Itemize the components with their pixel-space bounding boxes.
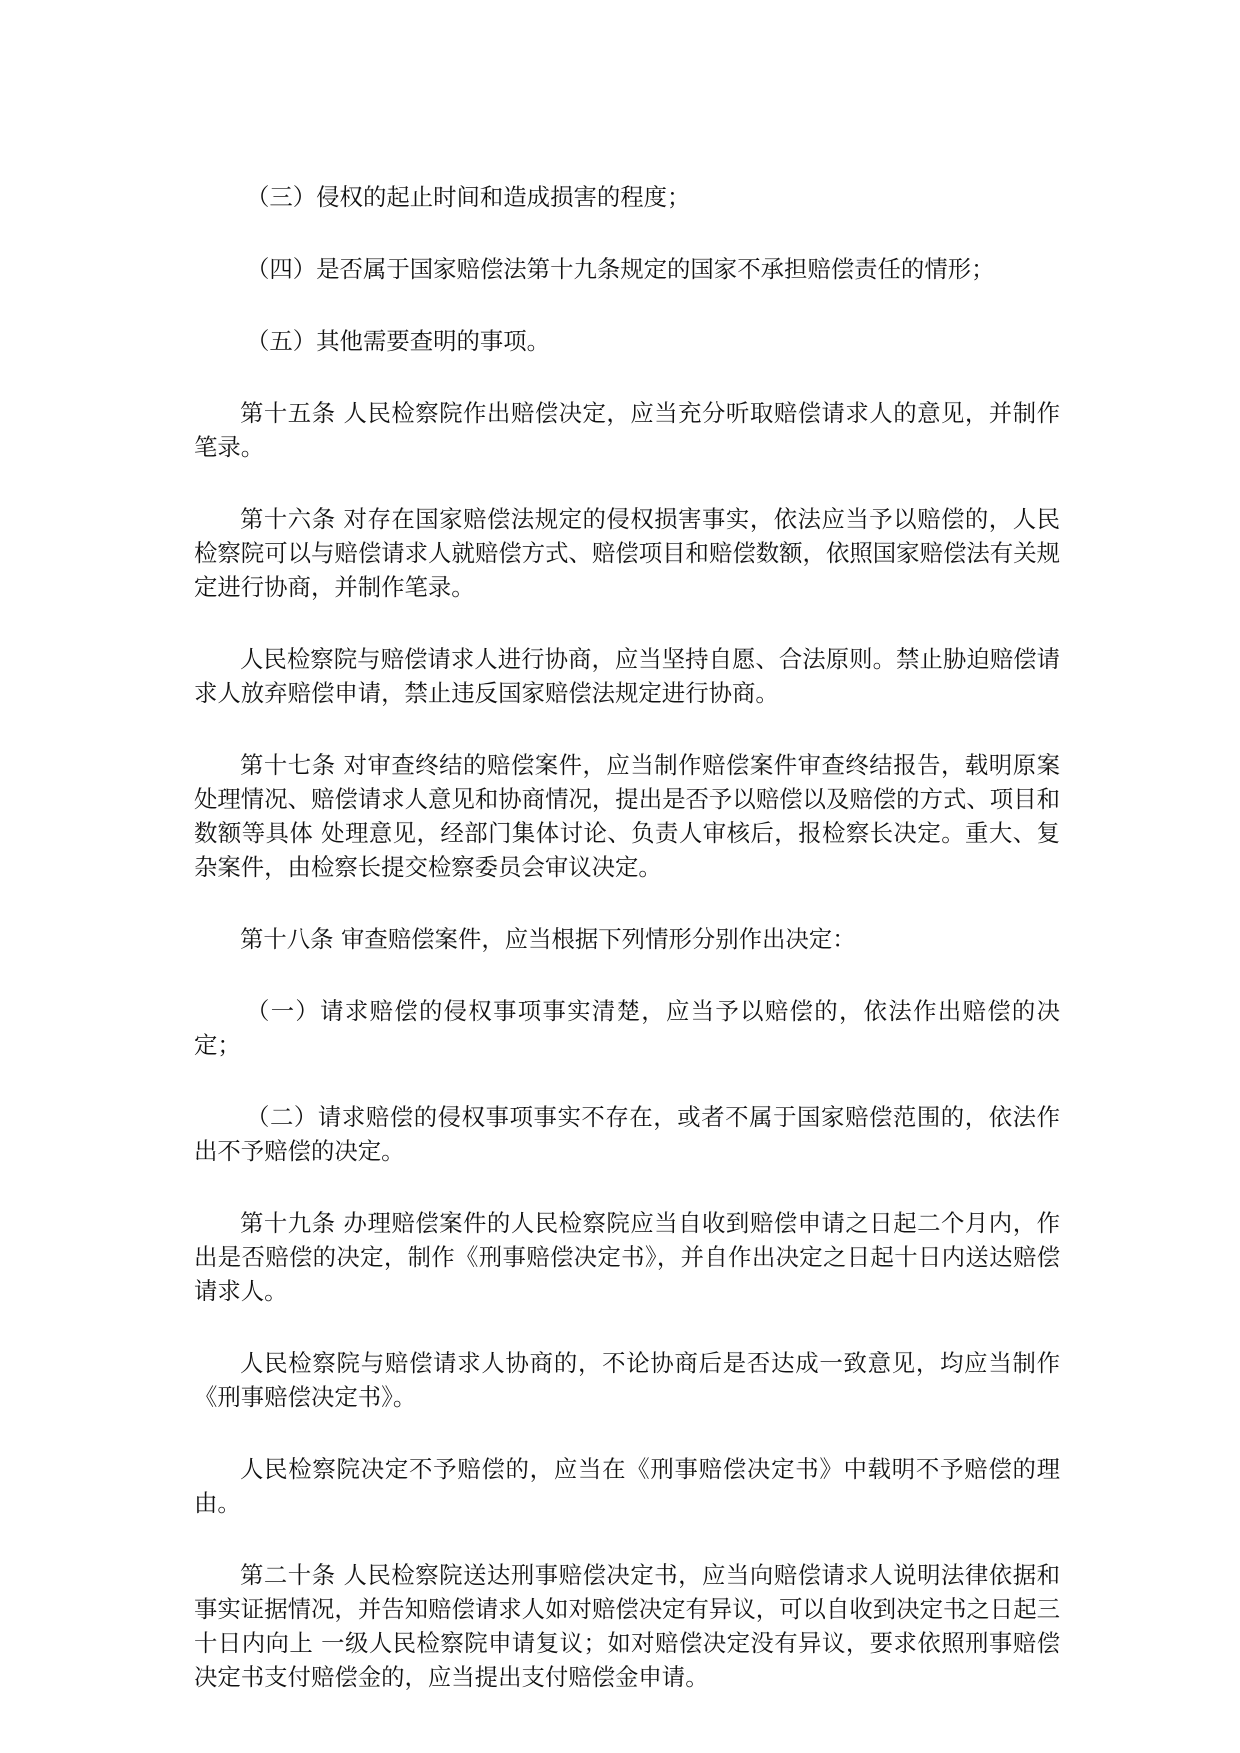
document-page: [194, 180, 1060, 1732]
article-15: 第十五条 人民检察院作出赔偿决定，应当充分听取赔偿请求人的意见，并制作笔录。: [194, 399, 1060, 461]
article-16: 第十六条 对存在国家赔偿法规定的侵权损害事实，依法应当予以赔偿的，人民检察院可以与赔偿请求人就赔偿方式、赔偿项目和赔偿数额，依照国家赔偿法有关规定进行协商，并制作笔录。: [194, 505, 1060, 601]
article-18-item-1: （一）请求赔偿的侵权事项事实清楚，应当予以赔偿的，依法作出赔偿的决定；: [194, 997, 1060, 1059]
article-19-paragraph-2: 人民检察院与赔偿请求人协商的，不论协商后是否达成一致意见，均应当制作《刑事赔偿决定书》。: [194, 1349, 1060, 1411]
paragraph-item-4: （四）是否属于国家赔偿法第十九条规定的国家不承担赔偿责任的情形；: [246, 255, 995, 283]
article-17: 第十七条 对审查终结的赔偿案件，应当制作赔偿案件审查终结报告，载明原案处理情况、赔偿请求人意见和协商情况，提出是否予以赔偿以及赔偿的方式、项目和数额等具体 处理意见，经部门集体讨论、负责人审核后，报检察长决定。重大、复杂案件，由检察长提交检察委员会审议决定。: [194, 751, 1060, 881]
paragraph-item-5: （五）其他需要查明的事项。: [246, 327, 551, 355]
article-19: 第十九条 办理赔偿案件的人民检察院应当自收到赔偿申请之日起二个月内，作出是否赔偿的决定，制作《刑事赔偿决定书》，并自作出决定之日起十日内送达赔偿请求人。: [194, 1209, 1060, 1305]
article-16-paragraph-2: 人民检察院与赔偿请求人进行协商，应当坚持自愿、合法原则。禁止胁迫赔偿请求人放弃赔偿申请，禁止违反国家赔偿法规定进行协商。: [194, 645, 1060, 707]
article-18: 第十八条 审查赔偿案件，应当根据下列情形分别作出决定：: [240, 925, 856, 953]
article-18-item-2: （二）请求赔偿的侵权事项事实不存在，或者不属于国家赔偿范围的，依法作出不予赔偿的决定。: [194, 1103, 1060, 1165]
article-20: 第二十条 人民检察院送达刑事赔偿决定书，应当向赔偿请求人说明法律依据和事实证据情况，并告知赔偿请求人如对赔偿决定有异议，可以自收到决定书之日起三十日内向上 一级人民检察院申请复议；如对赔偿决定没有异议，要求依照刑事赔偿决定书支付赔偿金的，应当提出支付赔偿金申请。: [194, 1561, 1060, 1691]
paragraph-item-3: （三）侵权的起止时间和造成损害的程度；: [246, 183, 691, 211]
article-19-paragraph-3: 人民检察院决定不予赔偿的，应当在《刑事赔偿决定书》中载明不予赔偿的理由。: [194, 1455, 1060, 1517]
